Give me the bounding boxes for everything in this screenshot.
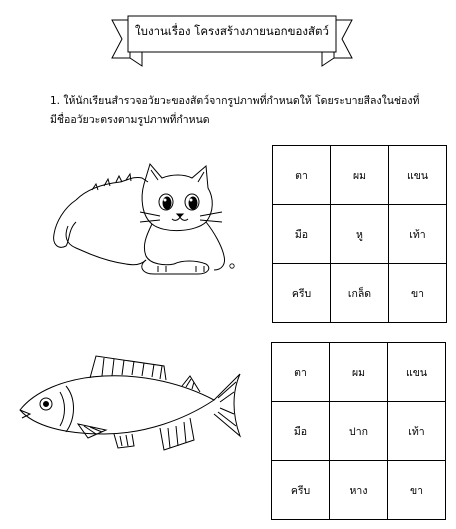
cat-grid-cell[interactable]: ผม — [331, 146, 389, 205]
cat-grid-cell[interactable]: ตา — [273, 146, 331, 205]
cat-grid-cell[interactable]: ครีบ — [273, 264, 331, 323]
fish-grid-cell[interactable]: แขน — [388, 343, 446, 402]
cat-grid-cell[interactable]: มือ — [273, 205, 331, 264]
cat-organ-grid — [272, 145, 447, 323]
fish-grid-cell[interactable]: หาง — [330, 461, 388, 520]
table-row — [273, 264, 447, 323]
fish-grid-cell[interactable]: มือ — [272, 402, 330, 461]
fish-illustration — [14, 352, 246, 456]
cat-grid-cell[interactable]: เท้า — [389, 205, 447, 264]
instruction-line-1: 1. ให้นักเรียนสำรวจอวัยวะของสัตว์จากรูปภาพที่กำหนดให้ โดยระบายสีลงในช่องที่ — [50, 95, 420, 107]
table-row — [273, 205, 447, 264]
fish-grid-cell[interactable]: เท้า — [388, 402, 446, 461]
cat-grid-cell[interactable]: หู — [331, 205, 389, 264]
cat-grid-cell[interactable]: แขน — [389, 146, 447, 205]
fish-grid-cell[interactable]: ผม — [330, 343, 388, 402]
fish-grid-cell[interactable]: ปาก — [330, 402, 388, 461]
cat-grid-cell[interactable]: เกล็ด — [331, 264, 389, 323]
cat-grid-cell[interactable]: ขา — [389, 264, 447, 323]
worksheet-title: ใบงานเรื่อง โครงสร้างภายนอกของสัตว์ — [135, 24, 329, 38]
table-row — [272, 343, 446, 402]
instruction-text — [50, 92, 450, 130]
fish-grid-cell[interactable]: ขา — [388, 461, 446, 520]
table-row — [272, 461, 446, 520]
instruction-line-2: มีชื่ออวัยวะตรงตามรูปภาพที่กำหนด — [50, 114, 210, 126]
cat-illustration — [46, 160, 246, 276]
fish-grid-cell[interactable]: ครีบ — [272, 461, 330, 520]
table-row — [273, 146, 447, 205]
table-row — [272, 402, 446, 461]
fish-grid-cell[interactable]: ตา — [272, 343, 330, 402]
fish-organ-grid — [271, 342, 446, 520]
